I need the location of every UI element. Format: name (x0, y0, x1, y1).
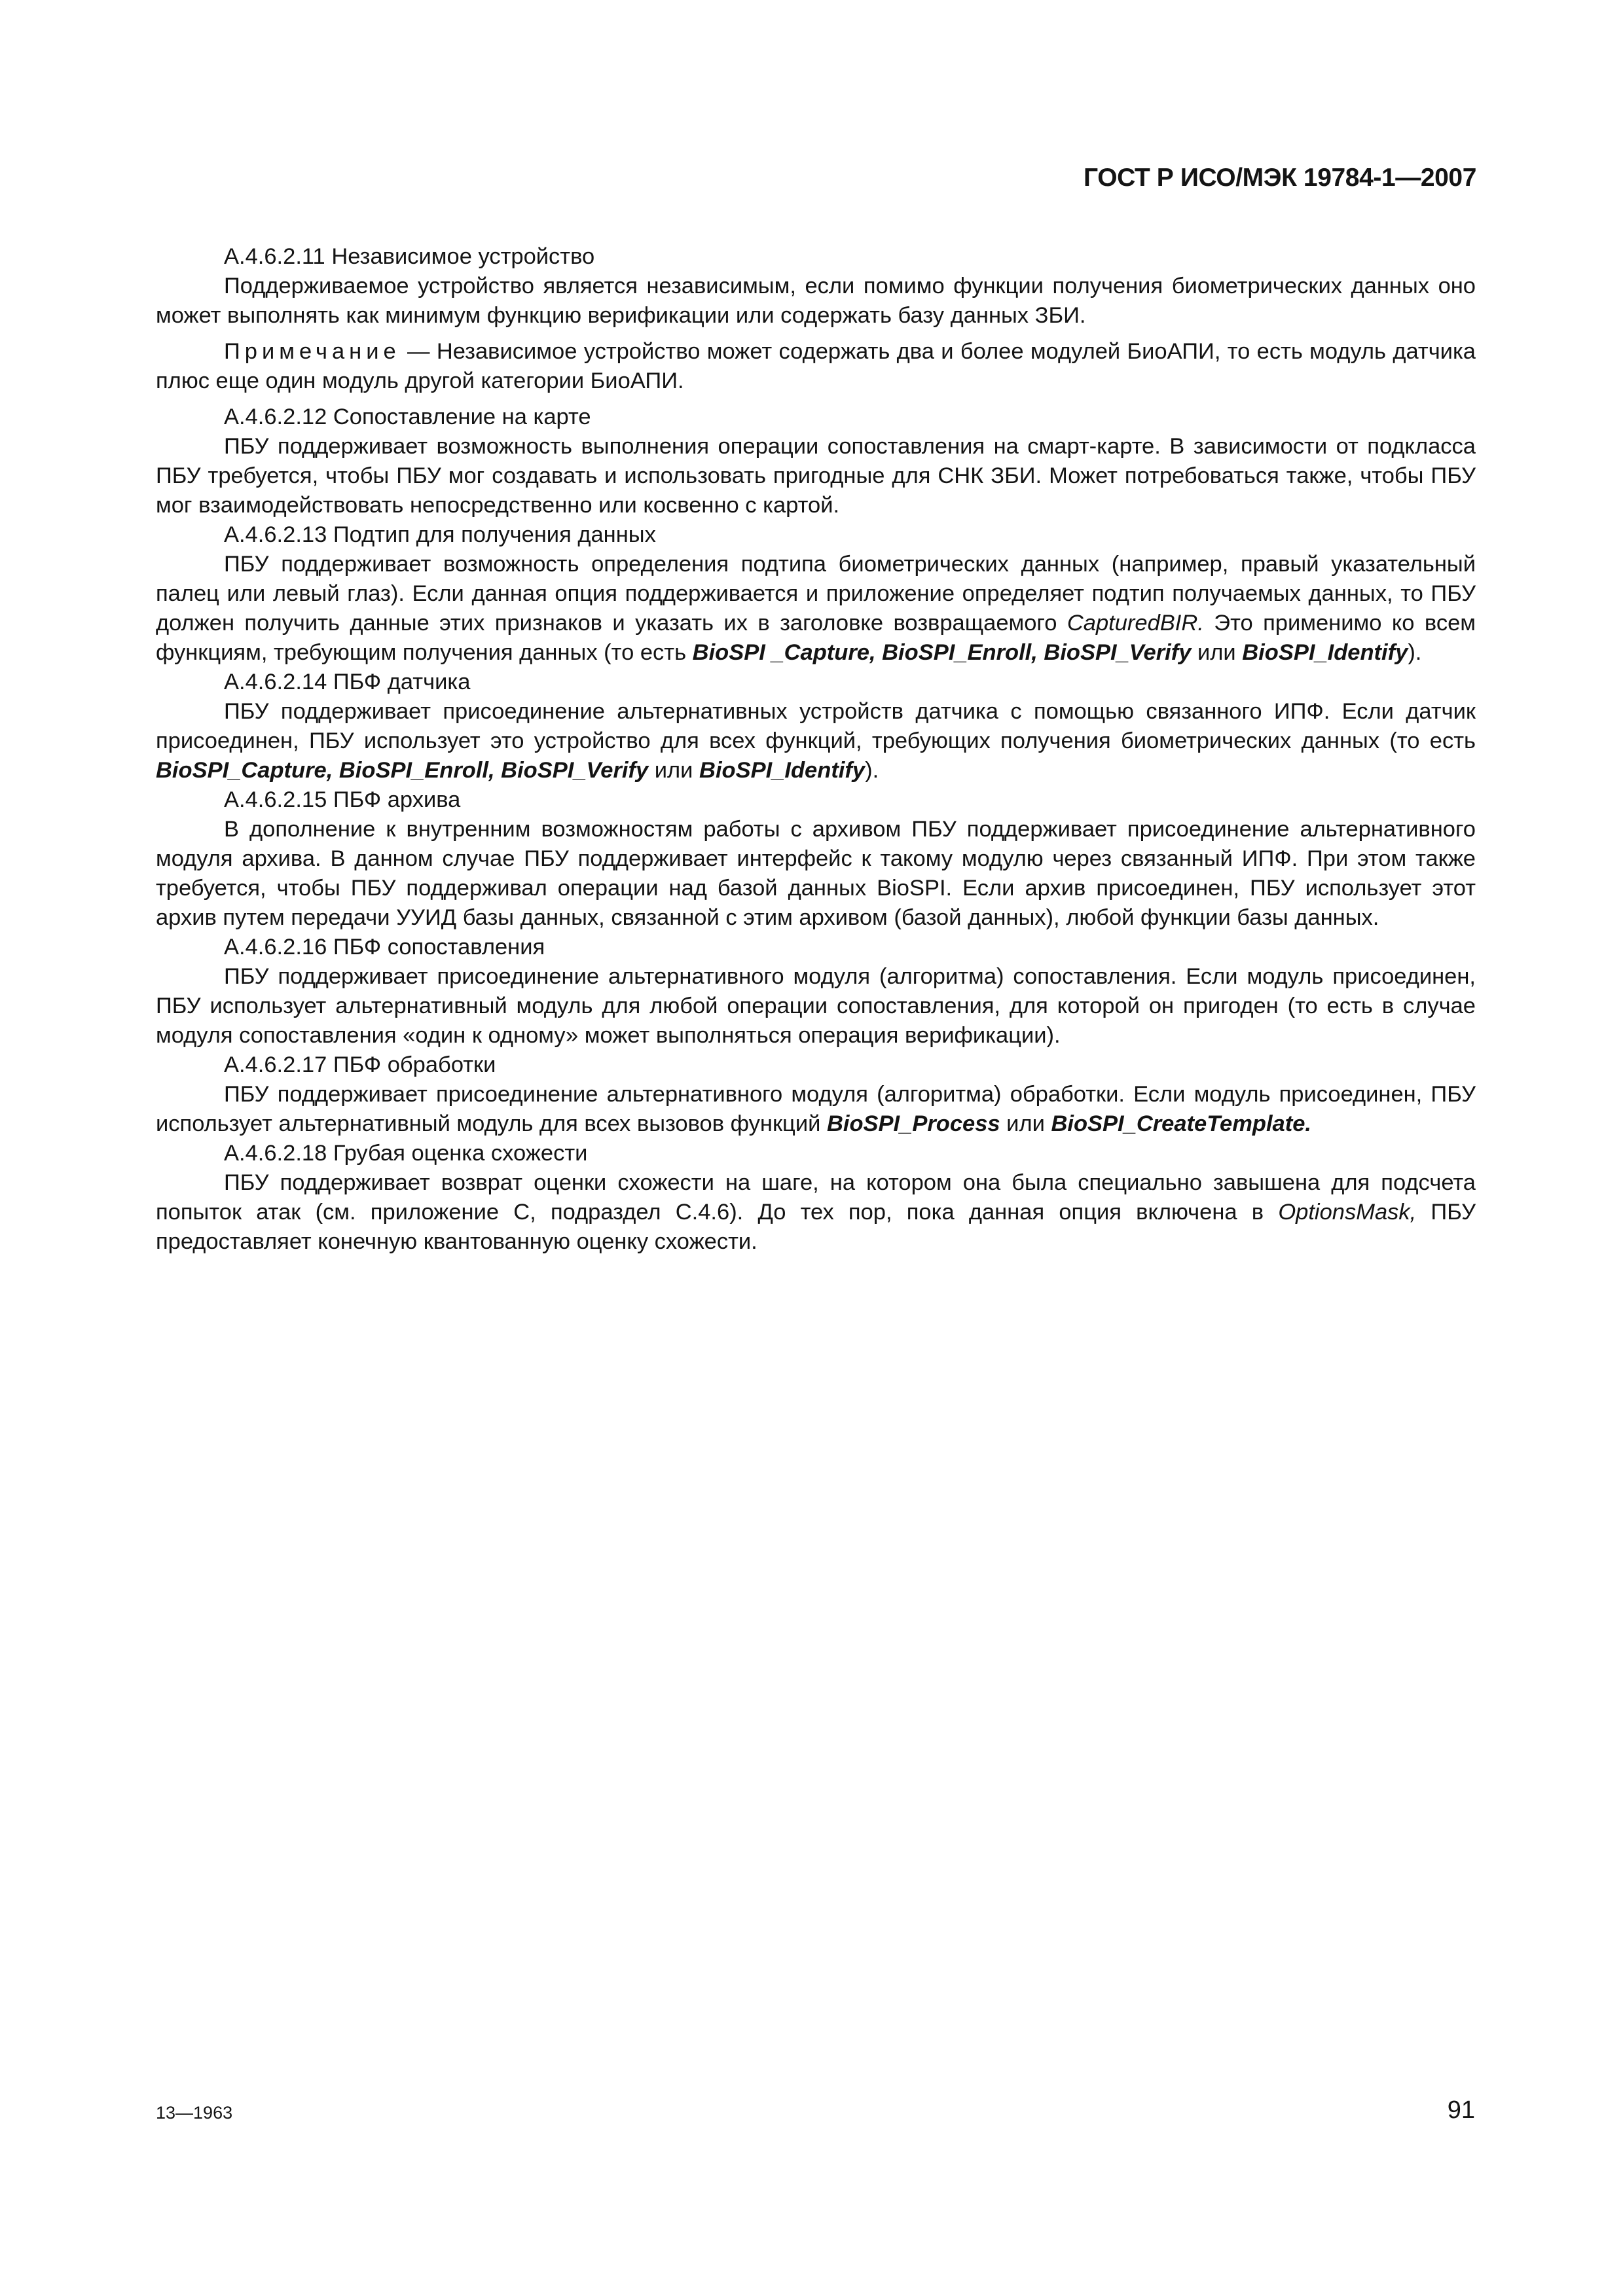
section-heading-17: А.4.6.2.17 ПБФ обработки (224, 1052, 496, 1077)
section-heading-15: А.4.6.2.15 ПБФ архива (224, 787, 461, 812)
section-body-14 (156, 697, 1476, 785)
footer-print-code: 13—1963 (156, 2103, 233, 2123)
page-number: 91 (1447, 2096, 1475, 2124)
section-heading-11: А.4.6.2.11 Независимое устройство (224, 244, 595, 269)
section-heading-18: А.4.6.2.18 Грубая оценка схожести (224, 1141, 588, 1166)
section-body-13-end: ). (1408, 640, 1422, 665)
section-body-13-text-2: Это применимо ко всем функциям, требующим получения данных (то есть (156, 611, 1476, 665)
section-body-17 (156, 1080, 1476, 1139)
conjunction-14: или (648, 758, 700, 783)
document-header: ГОСТ Р ИСО/МЭК 19784-1—2007 (1084, 164, 1476, 192)
section-body-14-text-1: ПБУ поддерживает присоединение альтернативных устройств датчика с помощью связанного ИПФ. Если датчик присоединен, ПБУ использует это устройство для всех функций, требующих получения биометрических данных (то есть (156, 699, 1476, 753)
section-body-13 (156, 550, 1476, 668)
function-process-17: BioSPI_Process (826, 1111, 1000, 1136)
options-mask-term: OptionsMask, (1278, 1200, 1417, 1225)
section-heading-16: А.4.6.2.16 ПБФ сопоставления (224, 935, 545, 960)
document-body (156, 242, 1476, 1257)
section-body-11: Поддерживаемое устройство является независимым, если помимо функции получения биометрических данных оно может выполнять как минимум функцию верификации или содержать базу данных ЗБИ. (156, 274, 1476, 328)
section-body-13-text-1: ПБУ поддерживает возможность определения подтипа биометрических данных (например, правый указательный палец или левый глаз). Если данная опция поддерживается и приложение определяет подтип получаемых данных, то ПБУ должен получить данные этих признаков и указать их в заголовке возвращаемого (156, 552, 1476, 636)
section-body-16: ПБУ поддерживает присоединение альтернативного модуля (алгоритма) сопоставления. Если модуль присоединен, ПБУ использует альтернативный модуль для любой операции сопоставления, для которой он пригоден (то есть в случае модуля сопоставления «один к одному» может выполняться операция верификации). (156, 964, 1476, 1048)
function-names-13: BioSPI _Capture, BioSPI_Enroll, BioSPI_Verify (692, 640, 1192, 665)
conjunction-13: или (1191, 640, 1243, 665)
section-heading-12: А.4.6.2.12 Сопоставление на карте (224, 404, 591, 429)
function-identify-14: BioSPI_Identify (699, 758, 866, 783)
section-heading-13: А.4.6.2.13 Подтип для получения данных (224, 522, 656, 547)
section-body-15: В дополнение к внутренним возможностям работы с архивом ПБУ поддерживает присоединение альтернативного модуля архива. В данном случае ПБУ поддерживает интерфейс к такому модулю через связанный ИПФ. При этом также требуется, чтобы ПБУ поддерживал операции над базой данных BioSPI. Если архив присоединен, ПБУ использует этот архив путем передачи УУИД базы данных, связанной с этим архивом (базой данных), любой функции базы данных. (156, 817, 1476, 930)
section-body-18-text-1: ПБУ поддерживает возврат оценки схожести на шаге, на котором она была специально завышена для подсчета попыток атак (см. приложение С, подраздел С.4.6). До тех пор, пока данная опция включена в (156, 1170, 1476, 1225)
section-body-18-text-2: ПБУ предоставляет конечную квантованную оценку схожести. (156, 1200, 1476, 1254)
function-names-14: BioSPI_Capture, BioSPI_Enroll, BioSPI_Verify (156, 758, 649, 783)
captured-bir-term: CapturedBIR. (1067, 611, 1204, 636)
function-identify-13: BioSPI_Identify (1242, 640, 1408, 665)
note-label: Примечание (224, 339, 401, 364)
section-body-14-end: ). (865, 758, 879, 783)
function-create-template-17: BioSPI_CreateTemplate. (1051, 1111, 1311, 1136)
conjunction-17: или (1000, 1111, 1051, 1136)
section-heading-14: А.4.6.2.14 ПБФ датчика (224, 670, 471, 694)
section-body-12: ПБУ поддерживает возможность выполнения операции сопоставления на смарт-карте. В зависимости от подкласса ПБУ требуется, чтобы ПБУ мог создавать и использовать пригодные для СНК ЗБИ. Может потребоваться также, чтобы ПБУ мог взаимодействовать непосредственно или косвенно с картой. (156, 434, 1476, 518)
note-paragraph (156, 337, 1476, 396)
section-body-17-text-1: ПБУ поддерживает присоединение альтернативного модуля (алгоритма) обработки. Если модуль присоединен, ПБУ использует альтернативный модуль для всех вызовов функций (156, 1082, 1476, 1136)
section-body-18 (156, 1168, 1476, 1257)
note-text: — Независимое устройство может содержать два и более модулей БиоАПИ, то есть модуль датчика плюс еще один модуль другой категории БиоАПИ. (156, 339, 1476, 393)
